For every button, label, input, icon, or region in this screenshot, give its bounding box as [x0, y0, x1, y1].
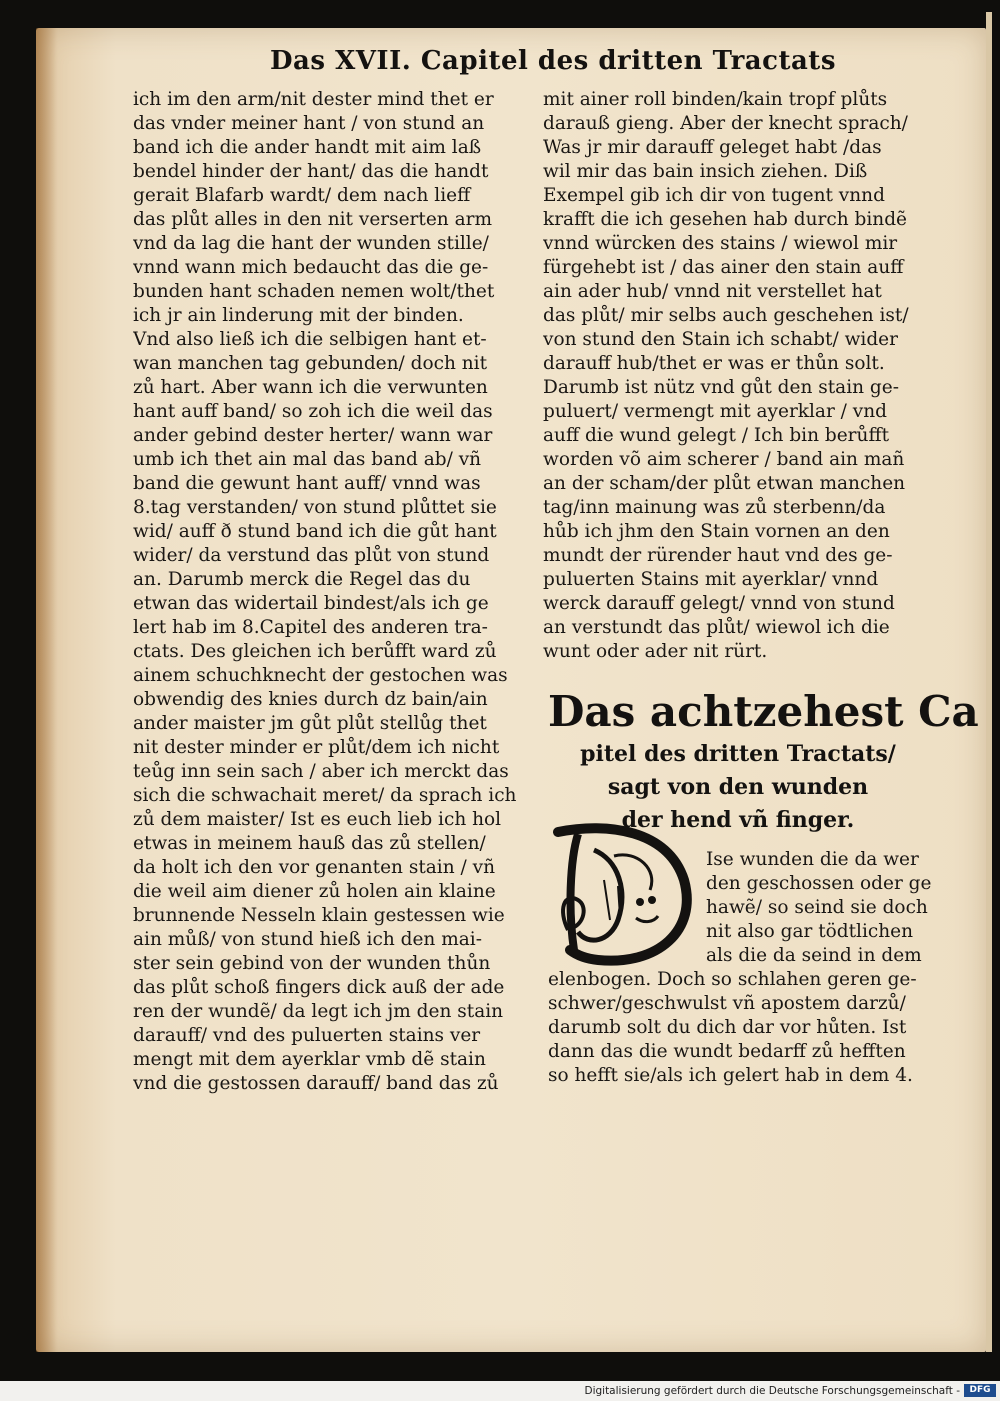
text-line: das plůt alles in den nit verserten arm	[133, 209, 492, 230]
text-line: umb ich thet ain mal das band ab/ vñ	[133, 449, 482, 470]
text-line: die weil aim diener zů holen ain klaine	[133, 881, 496, 902]
text-line: vnnd würcken des stains / wiewol mir	[543, 233, 898, 254]
text-line: Vnd also ließ ich die selbigen hant et-	[133, 329, 487, 350]
text-line: puluert/ vermengt mit ayerklar / vnd	[543, 401, 887, 422]
text-line: vnd die gestossen darauff/ band das zů	[133, 1073, 499, 1094]
text-line: wid/ auff ð stund band ich die gůt hant	[133, 521, 497, 542]
text-line: das plůt schoß fingers dick auß der ade	[133, 977, 505, 998]
text-line: etwas in meinem hauß das zů stellen/	[133, 833, 486, 854]
text-line: Darumb ist nütz vnd gůt den stain ge-	[543, 377, 899, 398]
chapter-heading-line-1: Das achtzehest Ca	[548, 687, 979, 736]
text-beside-initial	[706, 848, 936, 968]
text-line: an. Darumb merck die Regel das du	[133, 569, 471, 590]
text-line: hůb ich jhm den Stain vornen an den	[543, 521, 890, 542]
text-line: mundt der rürender haut vnd des ge-	[543, 545, 893, 566]
text-line: wider/ da verstund das plůt von stund	[133, 545, 490, 566]
text-line: wunt oder ader nit rürt.	[543, 641, 768, 662]
text-line: den geschossen oder ge	[706, 873, 932, 894]
text-line: puluerten Stains mit ayerklar/ vnnd	[543, 569, 879, 590]
text-line: zů dem maister/ Ist es euch lieb ich hol	[133, 809, 502, 830]
text-line: hawẽ/ so seind sie doch	[706, 897, 928, 918]
text-line: krafft die ich gesehen hab durch bindẽ	[543, 209, 907, 230]
page-gutter-shadow	[36, 28, 56, 1352]
text-line: Ise wunden die da wer	[706, 849, 919, 870]
text-line: von stund den Stain ich schabt/ wider	[543, 329, 898, 350]
text-line: obwendig des knies durch dz bain/ain	[133, 689, 488, 710]
text-line: schwer/geschwulst vñ apostem darzů/	[548, 993, 906, 1014]
chapter-heading-line-2: pitel des dritten Tractats/	[580, 741, 896, 767]
text-line: gerait Blafarb wardt/ dem nach lieff	[133, 185, 471, 206]
page-edge	[986, 12, 992, 1352]
text-line: vnnd wann mich bedaucht das die ge-	[133, 257, 489, 278]
text-line: ster sein gebind von der wunden thůn	[133, 953, 491, 974]
text-line: 8.tag verstanden/ von stund plůttet sie	[133, 497, 497, 518]
text-line: wil mir das bain insich ziehen. Diß	[543, 161, 868, 182]
decorated-initial-icon	[548, 820, 698, 970]
text-line: an verstundt das plůt/ wiewol ich die	[543, 617, 890, 638]
chapter-heading-line-3: sagt von den wunden	[607, 774, 869, 800]
text-line: ander maister jm gůt plůt stellůg thet	[133, 713, 487, 734]
text-line: ich jr ain linderung mit der binden.	[133, 305, 464, 326]
text-line: lert hab im 8.Capitel des anderen tra-	[133, 617, 488, 638]
right-column	[543, 88, 933, 664]
text-line: ctats. Des gleichen ich berůfft ward zů	[133, 641, 497, 662]
chapter-heading	[548, 686, 979, 837]
text-line: da holt ich den vor genanten stain / vñ	[133, 857, 495, 878]
text-line: sich die schwachait meret/ da sprach ich	[133, 785, 517, 806]
text-line: ainem schuchknecht der gestochen was	[133, 665, 508, 686]
text-line: mit ainer roll binden/kain tropf plůts	[543, 89, 888, 110]
text-line: darumb solt du dich dar vor hůten. Ist	[548, 1017, 907, 1038]
text-line: das vnder meiner hant / von stund an	[133, 113, 485, 134]
text-line: bendel hinder der hant/ das die handt	[133, 161, 489, 182]
text-line: band ich die ander handt mit aim laß	[133, 137, 482, 158]
text-line: hant auff band/ so zoh ich die weil das	[133, 401, 493, 422]
text-line: an der scham/der plůt etwan manchen	[543, 473, 906, 494]
dfg-logo: DFG	[964, 1384, 996, 1397]
chapter-heading-line-4: der hend vñ finger.	[621, 807, 855, 833]
text-line: mengt mit dem ayerklar vmb dẽ stain	[133, 1049, 486, 1070]
text-line: teůg inn sein sach / aber ich merckt das	[133, 761, 509, 782]
text-line: bunden hant schaden nemen wolt/thet	[133, 281, 495, 302]
text-line: das plůt/ mir selbs auch geschehen ist/	[543, 305, 909, 326]
text-line: ain můß/ von stund hieß ich den mai-	[133, 929, 482, 950]
text-line: ander gebind dester herter/ wann war	[133, 425, 493, 446]
text-below-initial	[548, 968, 938, 1088]
text-line: worden võ aim scherer / band ain mañ	[543, 449, 905, 470]
text-line: als die da seind in dem	[706, 945, 922, 966]
text-line: zů hart. Aber wann ich die verwunten	[133, 377, 488, 398]
digitization-credit: Digitalisierung gefördert durch die Deutsche Forschungsgemeinschaft -	[584, 1385, 960, 1397]
text-line: dann das die wundt bedarff zů hefften	[548, 1041, 906, 1062]
text-line: nit also gar tödtlichen	[706, 921, 914, 942]
text-line: fürgehebt ist / das ainer den stain auff	[543, 257, 904, 278]
text-line: elenbogen. Doch so schlahen geren ge-	[548, 969, 917, 990]
text-line: so hefft sie/als ich gelert hab in dem 4.	[548, 1065, 913, 1086]
decorated-initial-letter	[548, 820, 698, 970]
text-line: band die gewunt hant auff/ vnnd was	[133, 473, 481, 494]
text-line: wan manchen tag gebunden/ doch nit	[133, 353, 488, 374]
text-line: auff die wund gelegt / Ich bin berůfft	[543, 425, 890, 446]
text-line: darauff hub/thet er was er thůn solt.	[543, 353, 885, 374]
text-line: Exempel gib ich dir von tugent vnnd	[543, 185, 885, 206]
text-line: ich im den arm/nit dester mind thet er	[133, 89, 494, 110]
text-line: darauß gieng. Aber der knecht sprach/	[543, 113, 908, 134]
text-line: darauff/ vnd des puluerten stains ver	[133, 1025, 481, 1046]
text-line: vnd da lag die hant der wunden stille/	[133, 233, 489, 254]
text-line: Was jr mir darauff geleget habt /das	[543, 137, 882, 158]
text-line: brunnende Nesseln klain gestessen wie	[133, 905, 505, 926]
text-line: tag/inn mainung was zů sterbenn/da	[543, 497, 886, 518]
left-column	[133, 88, 523, 1096]
text-line: etwan das widertail bindest/als ich ge	[133, 593, 489, 614]
text-line: werck darauff gelegt/ vnnd von stund	[543, 593, 895, 614]
text-line: nit dester minder er plůt/dem ich nicht	[133, 737, 500, 758]
running-head: Das XVII. Capitel des dritten Tractats	[270, 46, 836, 76]
text-line: ain ader hub/ vnnd nit verstellet hat	[543, 281, 882, 302]
text-line: ren der wundẽ/ da legt ich jm den stain	[133, 1001, 504, 1022]
